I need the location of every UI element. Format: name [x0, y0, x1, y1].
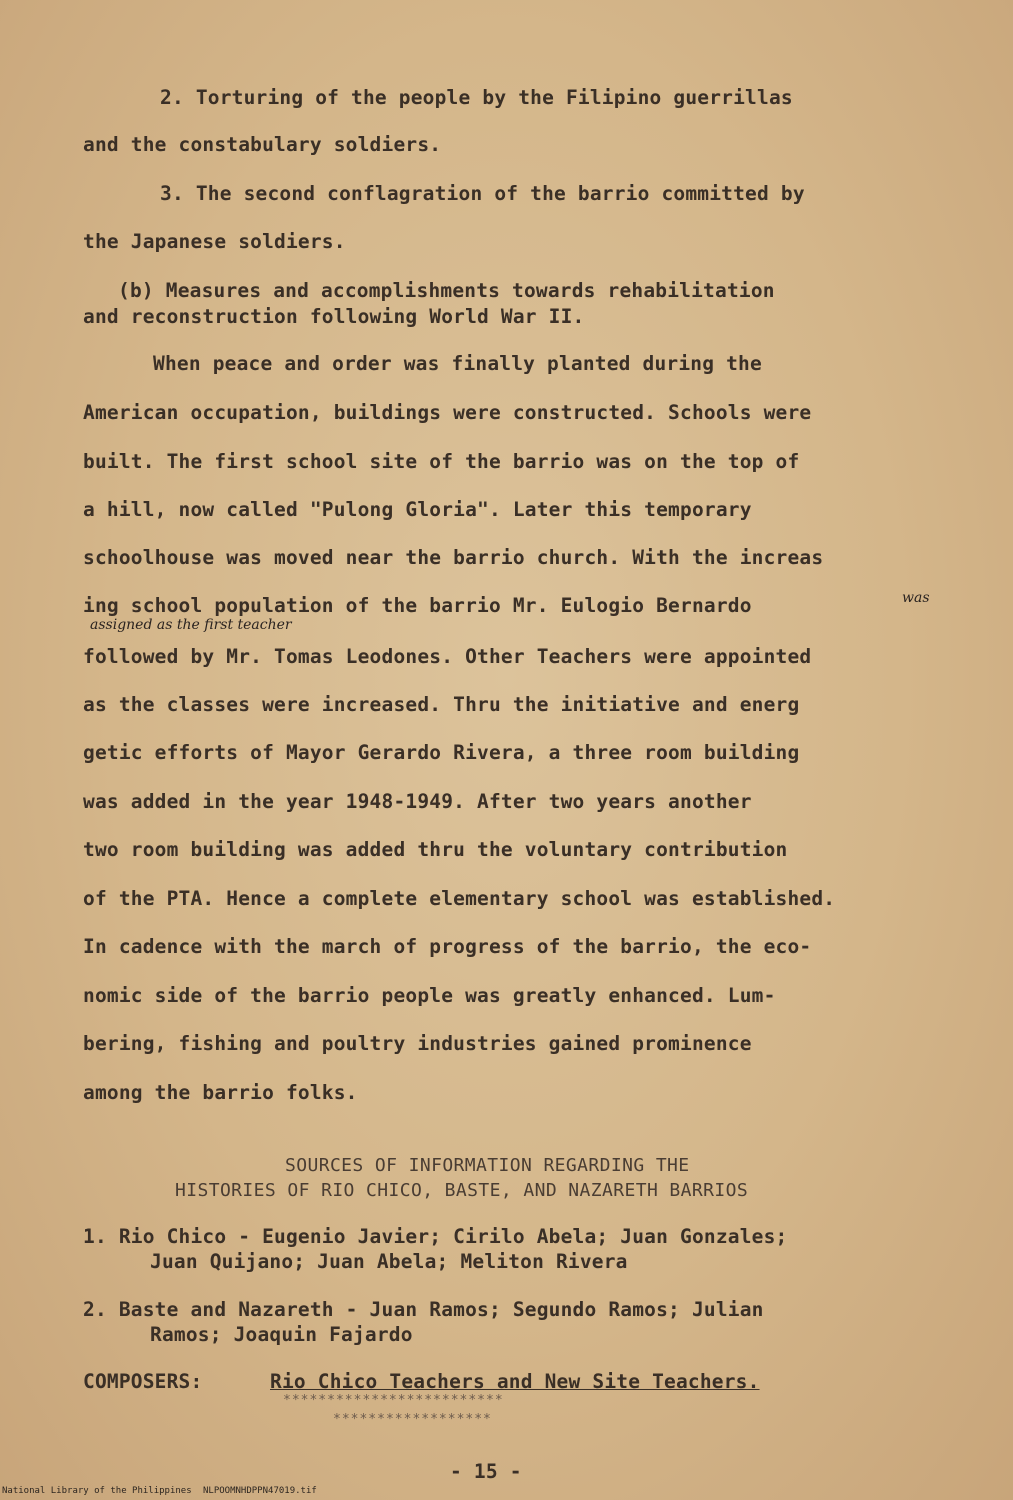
- sources-heading-line-2: HISTORIES OF RIO CHICO, BASTE, AND NAZARETH BARRIOS: [175, 1180, 749, 1201]
- section-heading: (b) Measures and accomplishments towards rehabilitation: [118, 279, 775, 302]
- text-line: In cadence with the march of progress of the barrio, the eco-: [83, 935, 812, 958]
- text-line: ing school population of the barrio Mr. Eulogio Bernardo: [83, 594, 752, 617]
- source-item-1: 1. Rio Chico - Eugenio Javier; Cirilo Abela; Juan Gonzales;: [83, 1225, 788, 1248]
- handwritten-annotation-was: was: [902, 590, 930, 606]
- text-line: and the constabulary soldiers.: [83, 133, 442, 156]
- composers-value: Rio Chico Teachers and New Site Teachers.: [270, 1370, 760, 1393]
- sources-heading-line-1: SOURCES OF INFORMATION REGARDING THE: [285, 1155, 690, 1176]
- text-line: of the PTA. Hence a complete elementary school was established.: [83, 887, 836, 910]
- text-line: When peace and order was finally planted during the: [153, 352, 762, 375]
- text-line: nomic side of the barrio people was greatly enhanced. Lum-: [83, 984, 776, 1007]
- text-line: a hill, now called "Pulong Gloria". Later this temporary: [83, 498, 752, 521]
- source-item-2-cont: Ramos; Joaquin Fajardo: [150, 1323, 413, 1346]
- text-line: 2. Torturing of the people by the Filipino guerrillas: [160, 86, 793, 109]
- text-line: getic efforts of Mayor Gerardo Rivera, a three room building: [83, 741, 800, 764]
- text-line: bering, fishing and poultry industries gained prominence: [83, 1032, 752, 1055]
- composers-label: COMPOSERS:: [83, 1370, 203, 1393]
- text-line: the Japanese soldiers.: [83, 230, 346, 253]
- text-line: followed by Mr. Tomas Leodones. Other Teachers were appointed: [83, 645, 812, 668]
- text-line: was added in the year 1948-1949. After two years another: [83, 790, 752, 813]
- footer-library-credit: National Library of the Philippines: [2, 1486, 192, 1496]
- text-line: two room building was added thru the voluntary contribution: [83, 838, 788, 861]
- text-line: as the classes were increased. Thru the initiative and energ: [83, 693, 800, 716]
- stars-divider-1: *************************: [283, 1393, 504, 1408]
- page-number: - 15 -: [450, 1460, 522, 1483]
- text-line: American occupation, buildings were constructed. Schools were: [83, 401, 812, 424]
- stars-divider-2: ******************: [333, 1412, 492, 1427]
- source-item-2: 2. Baste and Nazareth - Juan Ramos; Segundo Ramos; Julian: [83, 1298, 764, 1321]
- text-line: built. The first school site of the barrio was on the top of: [83, 450, 800, 473]
- handwritten-annotation-assigned: assigned as the first teacher: [90, 617, 292, 633]
- section-heading: and reconstruction following World War II.: [83, 305, 585, 328]
- footer-file-name: NLPOOMNHDPPN47019.tif: [203, 1486, 317, 1496]
- text-line: schoolhouse was moved near the barrio church. With the increas: [83, 546, 824, 569]
- source-item-1-cont: Juan Quijano; Juan Abela; Meliton Rivera: [150, 1250, 628, 1273]
- text-line: among the barrio folks.: [83, 1081, 358, 1104]
- text-line: 3. The second conflagration of the barrio committed by: [160, 182, 805, 205]
